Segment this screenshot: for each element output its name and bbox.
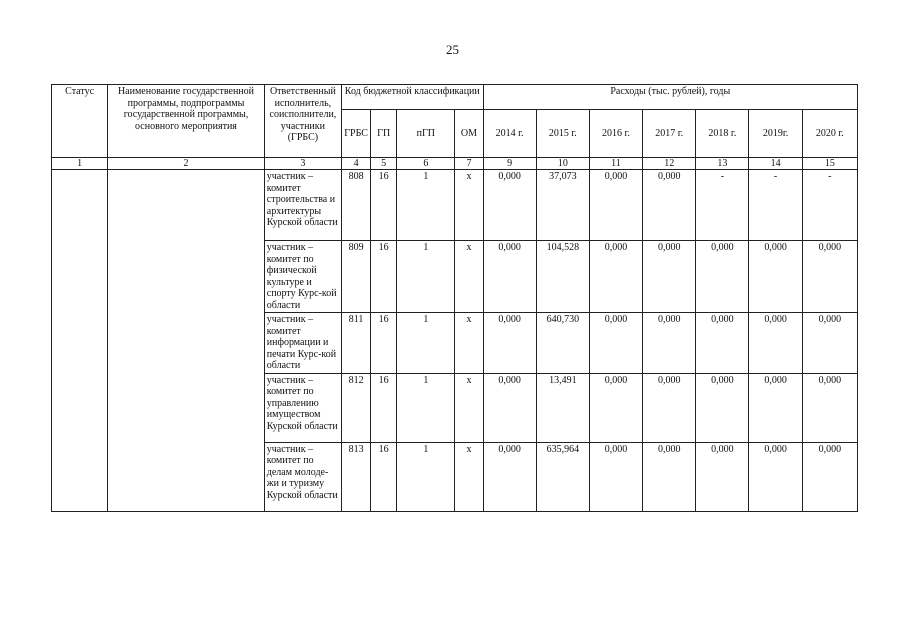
pgp-cell: 1: [397, 241, 455, 313]
gp-cell: 16: [371, 373, 397, 442]
column-number: 4: [342, 158, 371, 170]
column-number: 11: [589, 158, 642, 170]
om-cell: х: [455, 373, 483, 442]
value-2017: 0,000: [643, 442, 696, 511]
value-2018: 0,000: [696, 373, 749, 442]
header-year-2019: 2019г.: [749, 110, 802, 158]
value-2015: 635,964: [536, 442, 589, 511]
header-code-om: ОМ: [455, 110, 483, 158]
value-2015: 640,730: [536, 313, 589, 374]
value-2019: 0,000: [749, 313, 802, 374]
pgp-cell: 1: [397, 373, 455, 442]
value-2016: 0,000: [589, 373, 642, 442]
value-2020: 0,000: [802, 313, 857, 374]
value-2019: 0,000: [749, 241, 802, 313]
om-cell: х: [455, 241, 483, 313]
om-cell: х: [455, 170, 483, 241]
column-number: 10: [536, 158, 589, 170]
table-row: [52, 170, 858, 241]
gp-cell: 16: [371, 241, 397, 313]
value-2020: 0,000: [802, 241, 857, 313]
column-number: 7: [455, 158, 483, 170]
grbs-cell: 812: [342, 373, 371, 442]
value-2014: 0,000: [483, 373, 536, 442]
executor-cell: участник – комитет по делам молоде-жи и туризму Курской области: [264, 442, 341, 511]
column-number: 12: [643, 158, 696, 170]
value-2020: 0,000: [802, 442, 857, 511]
pgp-cell: 1: [397, 313, 455, 374]
header-expenses: Расходы (тыс. рублей), годы: [483, 85, 857, 110]
value-2014: 0,000: [483, 313, 536, 374]
value-2015: 104,528: [536, 241, 589, 313]
value-2016: 0,000: [589, 442, 642, 511]
value-2020: 0,000: [802, 373, 857, 442]
value-2020: -: [802, 170, 857, 241]
header-year-2015: 2015 г.: [536, 110, 589, 158]
value-2016: 0,000: [589, 170, 642, 241]
grbs-cell: 811: [342, 313, 371, 374]
pgp-cell: 1: [397, 170, 455, 241]
program-name-cell: [108, 170, 265, 512]
budget-table: [51, 84, 858, 512]
grbs-cell: 809: [342, 241, 371, 313]
gp-cell: 16: [371, 442, 397, 511]
value-2019: 0,000: [749, 442, 802, 511]
header-year-2018: 2018 г.: [696, 110, 749, 158]
executor-cell: участник – комитет информации и печати Курс-кой области: [264, 313, 341, 374]
column-number: 3: [264, 158, 341, 170]
header-year-2017: 2017 г.: [643, 110, 696, 158]
om-cell: х: [455, 313, 483, 374]
value-2018: -: [696, 170, 749, 241]
column-number: 2: [108, 158, 265, 170]
value-2015: 37,073: [536, 170, 589, 241]
gp-cell: 16: [371, 313, 397, 374]
grbs-cell: 813: [342, 442, 371, 511]
header-code-gp: ГП: [371, 110, 397, 158]
value-2018: 0,000: [696, 442, 749, 511]
om-cell: х: [455, 442, 483, 511]
value-2018: 0,000: [696, 313, 749, 374]
grbs-cell: 808: [342, 170, 371, 241]
value-2016: 0,000: [589, 241, 642, 313]
value-2014: 0,000: [483, 170, 536, 241]
status-cell: [52, 170, 108, 512]
value-2014: 0,000: [483, 442, 536, 511]
executor-cell: участник – комитет строительства и архитектуры Курской области: [264, 170, 341, 241]
header-row-top: [52, 85, 858, 110]
page-number: 25: [446, 42, 459, 57]
column-number: 1: [52, 158, 108, 170]
column-number: 15: [802, 158, 857, 170]
header-year-2016: 2016 г.: [589, 110, 642, 158]
header-status: Статус: [52, 85, 108, 158]
value-2017: 0,000: [643, 313, 696, 374]
header-year-2020: 2020 г.: [802, 110, 857, 158]
value-2019: 0,000: [749, 373, 802, 442]
header-code-pgp: пГП: [397, 110, 455, 158]
header-executor: Ответственный исполнитель, соисполнители, участники (ГРБС): [264, 85, 341, 158]
value-2017: 0,000: [643, 241, 696, 313]
value-2016: 0,000: [589, 313, 642, 374]
pgp-cell: 1: [397, 442, 455, 511]
executor-cell: участник – комитет по управлению имуществом Курской области: [264, 373, 341, 442]
executor-cell: участник – комитет по физической культуре и спорту Курс-кой области: [264, 241, 341, 313]
column-number-row: [52, 158, 858, 170]
column-number: 5: [371, 158, 397, 170]
value-2018: 0,000: [696, 241, 749, 313]
value-2014: 0,000: [483, 241, 536, 313]
column-number: 6: [397, 158, 455, 170]
header-code-grbs: ГРБС: [342, 110, 371, 158]
column-number: 9: [483, 158, 536, 170]
header-year-2014: 2014 г.: [483, 110, 536, 158]
value-2019: -: [749, 170, 802, 241]
value-2017: 0,000: [643, 373, 696, 442]
value-2015: 13,491: [536, 373, 589, 442]
gp-cell: 16: [371, 170, 397, 241]
header-program-name: Наименование государственной программы, подпрограммы государственной программы, основного мероприятия: [108, 85, 265, 158]
header-budget-code: Код бюджетной классификации: [342, 85, 484, 110]
column-number: 13: [696, 158, 749, 170]
value-2017: 0,000: [643, 170, 696, 241]
column-number: 14: [749, 158, 802, 170]
